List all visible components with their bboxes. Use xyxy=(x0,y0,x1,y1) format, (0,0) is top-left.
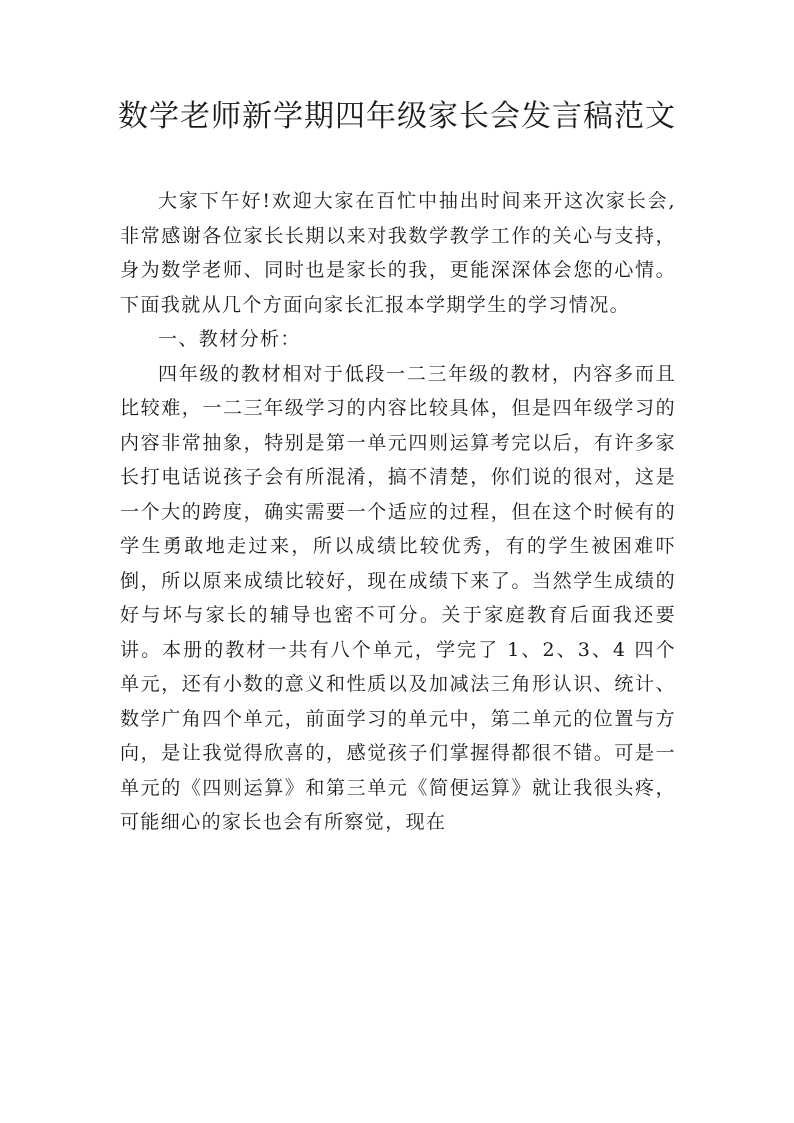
paragraph-greeting: 大家下午好!欢迎大家在百忙中抽出时间来开这次家长会,非常感谢各位家长长期以来对我数学教学工作的关心与支持，身为数学老师、同时也是家长的我，更能深深体会您的心情。下面我就从几个方面向家长汇报本学期学生的学习情况。 xyxy=(120,190,676,316)
document-body xyxy=(120,184,676,840)
document-title: 数学老师新学期四年级家长会发言稿范文 xyxy=(118,99,676,134)
paragraph-textbook-analysis: 四年级的教材相对于低段一二三年级的教材，内容多而且比较难，一二三年级学习的内容比较具体，但是四年级学习的内容非常抽象，特别是第一单元四则运算考完以后，有许多家长打电话说孩子会有所混淆，搞不清楚，你们说的很对，这是一个大的跨度，确实需要一个适应的过程，但在这个时候有的学生勇敢地走过来，所以成绩比较优秀，有的学生被困难吓倒，所以原来成绩比较好，现在成绩下来了。当然学生成绩的好与坏与家长的辅导也密不可分。关于家庭教育后面我还要讲。本册的教材一共有八个单元，学完了 1、2、3、4 四个单元，还有小数的意义和性质以及加减法三角形认识、统计、数学广角四个单元，前面学习的单元中，第二单元的位置与方向，是让我觉得欣喜的，感觉孩子们掌握得都很不错。可是一单元的《四则运算》和第三单元《简便运算》就让我很头疼，可能细心的家长也会有所察觉，现在 xyxy=(120,362,676,833)
section-heading-textbook-analysis: 一、教材分析： xyxy=(158,328,301,350)
